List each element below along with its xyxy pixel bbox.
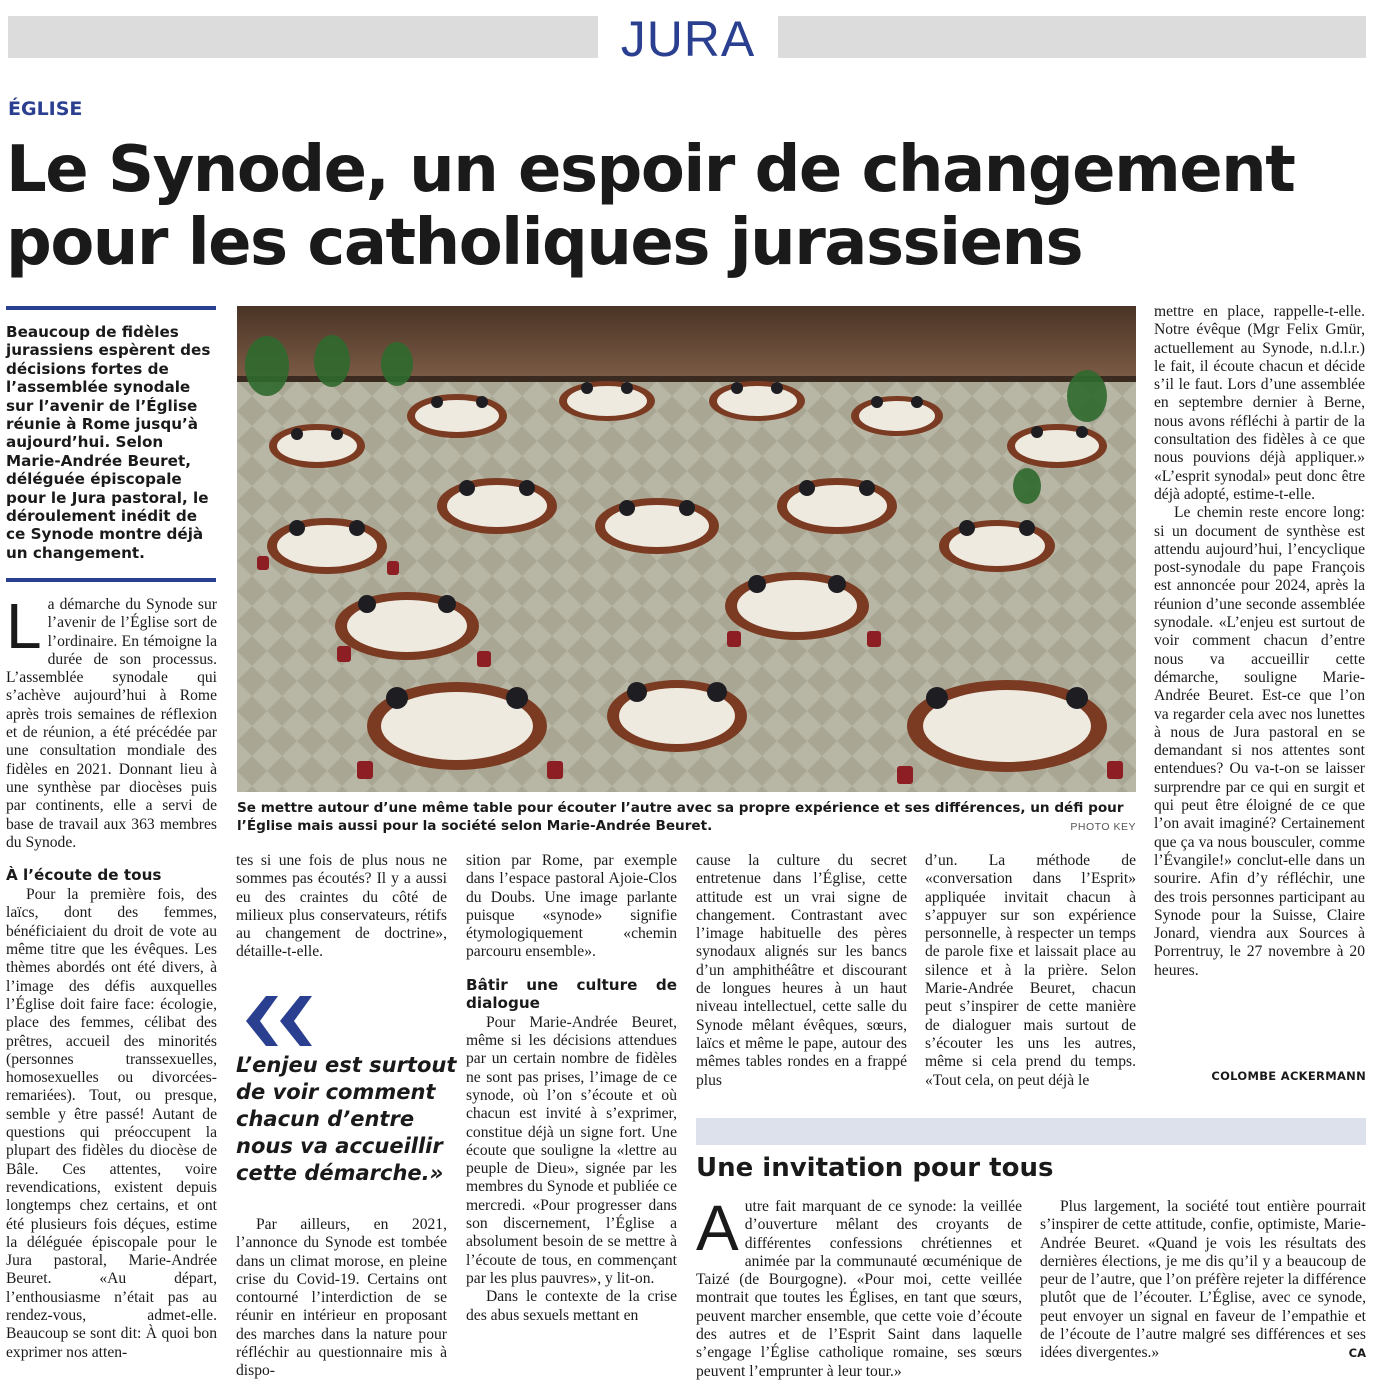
article-column-2-top	[236, 852, 447, 962]
section-header	[8, 11, 1366, 67]
photo-caption: Se mettre autour d’une même table pour écouter l’autre avec sa propre expérience et ses différences, un défi pour l’Église mais aussi pour la société selon Marie-Andrée Beuret.	[237, 800, 1124, 835]
article-column-1	[6, 596, 217, 1386]
box-dropcap: A	[696, 1198, 739, 1264]
article-column-5	[925, 852, 1136, 1094]
headline-line-1: Le Synode, un espoir de changement	[6, 133, 1295, 207]
quote-mark-icon	[238, 994, 318, 1048]
box-column-1	[696, 1198, 1022, 1388]
box-signature: CA	[1348, 1346, 1366, 1361]
article-signature: COLOMBE ACKERMANN	[1211, 1069, 1366, 1083]
col1-paragraph-1: a démarche du Synode sur l’avenir de l’Église sort de l’ordinaire. En témoigne la durée de son processus. L’assemblée synodale qui s’achève aujourd’hui à Rome après trois semaines de réflexion et de réunion, a été précédée par une consultation mondiale des fidèles en 2021. Donnant lieu à une synthèse par diocèses puis par continents, elle a servi de base de travail aux 363 membres du Synode.	[6, 596, 217, 851]
col3-paragraph-3: Dans le contexte de la crise des abus sexuels mettant en	[466, 1288, 677, 1324]
article-dropcap: L	[6, 596, 42, 662]
header-bar-left	[8, 16, 598, 58]
box-col2-paragraph	[1040, 1198, 1366, 1363]
subhead-ecoute: À l’écoute de tous	[6, 866, 162, 885]
synod-photo	[237, 306, 1136, 792]
article-headline	[6, 134, 1376, 280]
synod-hall-illustration	[237, 306, 1136, 792]
lead-top-rule	[6, 306, 216, 310]
col6-paragraph-2: Le chemin reste encore long: si un document de synthèse est attendu aujourd’hui, l’encyclique post-synodale du pape François est annoncée pour 2024, après la réunion d’une seconde assemblée synodale. «L’enjeu est surtout de voir comment chacun d’entre nous va accueillir cette démarche, souligne Marie-Andrée Beuret. Est-ce que l’on va regarder cela avec nos lunettes à nous de Jura pastoral en se demandant si nos attentes sont entendues? Ou va-t-on se laisser surprendre par ce qui en surgit et qui peut être éloigné de ce que l’on avait imaginé? Certainement que ça va nous bousculer, comme l’Évangile!» conclut-elle dans un sourire. Afin d’y réfléchir, une des trois personnes participant au Synode pour la Suisse, Claire Jonard, viendra aux Sources à Porrentruy, le 27 novembre à 20 heures.	[1154, 504, 1365, 979]
lead-bottom-rule	[6, 578, 216, 582]
article-column-6	[1154, 303, 1365, 1059]
box-col1-paragraph: utre fait marquant de ce synode: la veillée d’ouverture mêlant des croyants de différentes confessions chrétiennes et animée par la communauté œcuménique de Taizé (de Bourgogne). «Pour moi, cette veillée montrait que toutes les Églises, en tant que sœurs, peuvent marcher ensemble, que cette voie d’écoute des autres et de l’Esprit Saint dans laquelle s’engage l’Église catholique romaine, ses sœurs peuvent l’emprunter à leur tour.»	[696, 1198, 1022, 1380]
header-bar-right	[778, 16, 1366, 58]
pull-quote: L’enjeu est surtout de voir comment chacun d’entre nous va accueillir cette démarche.»	[236, 1053, 457, 1185]
article-column-4	[696, 852, 907, 1094]
article-kicker: ÉGLISE	[8, 98, 83, 120]
photo-credit: PHOTO KEY	[1070, 821, 1136, 833]
col3-paragraph-1: sition par Rome, par exemple dans l’espace pastoral Ajoie-Clos du Doubs. Une image parlante puisque «synode» signifie étymologiquement «chemin parcouru ensemble».	[466, 852, 677, 961]
box-col2-text: Plus largement, la société tout entière pourrait s’inspirer de cette attitude, confie, optimiste, Marie-Andrée Beuret. «Quand je vois les résultats des dernières élections, je me dis qu’il y a beaucoup de peur de l’autre, que l’on préfère rejeter la différence plutôt que de l’écouter. L’Église, avec ce synode, peut envoyer un signal en faveur de l’empathie et de l’écoute de l’autre malgré ses différences et ses idées divergentes.»	[1040, 1198, 1366, 1362]
box-column-2	[1040, 1198, 1366, 1388]
subhead-dialogue: Bâtir une culture de dialogue	[466, 975, 677, 1012]
article-lead: Beaucoup de fidèles jurassiens espèrent des décisions fortes de l’assemblée synodale sur l’avenir de l’Église réunie à Rome jusqu’à aujourd’hui. Selon Marie-Andrée Beuret, déléguée épiscopale pour le Jura pastoral, le déroulement inédit de ce Synode montre déjà un changement.	[6, 323, 211, 562]
section-title: JURA	[620, 11, 756, 67]
article-column-2-bottom	[236, 1216, 447, 1386]
box-header-band	[696, 1118, 1366, 1145]
headline-line-2: pour les catholiques jurassiens	[6, 206, 1083, 280]
col4-paragraph-1: cause la culture du secret entretenue dans l’Église, cette attitude est un vrai signe de changement. Contrastant avec l’image habituelle des pères synodaux alignés sur les bancs d’un amphithéâtre et discourant de longues heures à un haut niveau intellectuel, cette salle du Synode mêlant évêques, sœurs, laïcs et même le pape, autour des mêmes tables rondes en a frappé plus	[696, 852, 907, 1089]
article-column-3	[466, 852, 677, 1386]
col3-paragraph-2: Pour Marie-Andrée Beuret, même si les décisions attendues par un certain nombre de fidèles ne sont pas prises, l’image de ce synode, où l’on s’écoute et où chacun est invité à s’exprimer, constitue déjà un signe fort. Une écoute que souligne la «lettre au peuple de Dieu», signée par les membres du Synode et publiée ce mercredi. «Pour progresser dans son discernement, l’Église a absolument besoin de se mettre à l’écoute de tous, en commençant par les plus pauvres», y lit-on.	[466, 1013, 677, 1287]
col2-paragraph-1: tes si une fois de plus nous ne sommes pas écoutés? Il y a aussi eu des craintes du côté de milieux plus conservateurs, rétifs au changement de doctrine», détaille-t-elle.	[236, 852, 447, 961]
col6-paragraph-1: mettre en place, rappelle-t-elle. Notre évêque (Mgr Felix Gmür, actuellement au Synode, n.d.l.r.) le fait, il écoute chacun et décide s’il le faut. Lors d’une assemblée en septembre dernier à Berne, nous avons réfléchi à partir de la consultation des fidèles à ce que nous pouvions déjà appliquer.» «L’esprit synodal» peut donc être déjà adopté, estime-t-elle.	[1154, 303, 1365, 503]
box-title: Une invitation pour tous	[696, 1153, 1054, 1183]
col2-paragraph-2: Par ailleurs, en 2021, l’annonce du Synode est tombée dans un climat morose, en pleine crise du Covid-19. Certains ont contourné l’interdiction de se réunir en intérieur en proposant des marches dans la nature pour réfléchir au questionnaire mis à dispo-	[236, 1216, 447, 1380]
col1-paragraph-2: Pour la première fois, des laïcs, dont des femmes, bénéficiaient du droit de vote au même titre que les évêques. Les thèmes abordés ont été divers, à l’image des défis auxquelles l’Église doit faire face: écologie, place des femmes, célibat des prêtres, accueil des minorités (personnes transsexuelles, homosexuelles ou divorcées-remariées). Tout, ou presque, semble y être passé! Autant de questions qui préoccupent la plupart des fidèles du diocèse de Bâle. Ces attentes, voire revendications, existent depuis longtemps chez certains, et ont été plusieurs fois déçues, estime la déléguée épiscopale pour le Jura pastoral, Marie-Andrée Beuret. «Au départ, l’enthousiasme n’était pas au rendez-vous, admet-elle. Beaucoup se sont dit: À quoi bon exprimer nos atten-	[6, 886, 217, 1361]
col5-paragraph-1: d’un. La méthode de «conversation dans l’Esprit» appliquée invitait chacun à s’appuyer sur son expérience personnelle, à respecter un temps de parole fixe et laissait place au silence et à la prière. Selon Marie-Andrée Beuret, chacun peut s’inspirer de cette manière de dialoguer mais surtout de s’écouter les uns les autres, même si cela prend du temps. «Tout cela, on peut déjà le	[925, 852, 1136, 1089]
